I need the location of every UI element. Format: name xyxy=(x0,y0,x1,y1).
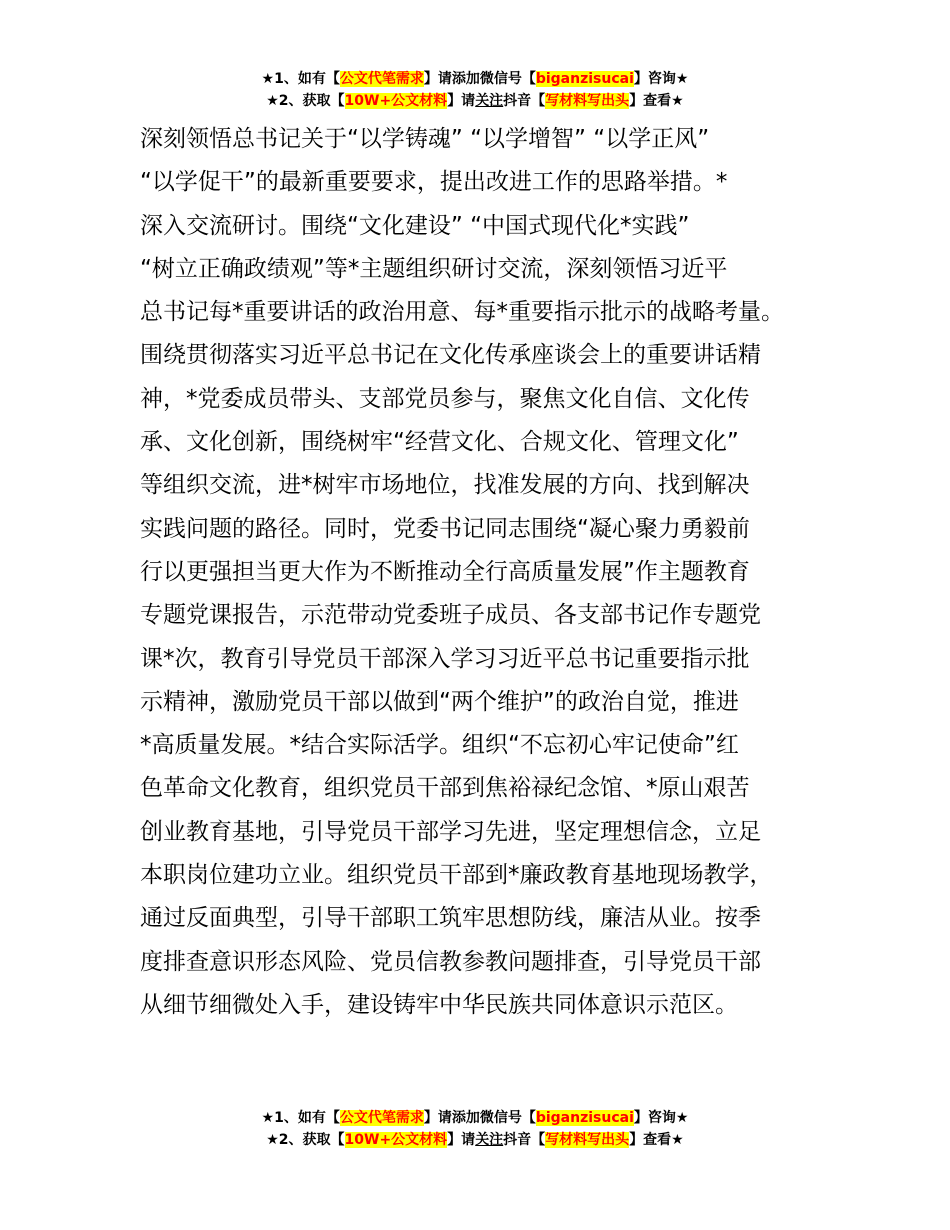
body-line: 通过反面典型，引导干部职工筑牢思想防线，廉洁从业。按季 xyxy=(140,905,761,932)
body-line: 围绕贯彻落实习近平总书记在文化传承座谈会上的重要讲话精 xyxy=(140,342,761,369)
header-line-1-prefix: ★1、如有【 xyxy=(261,71,340,87)
header-line-1 xyxy=(0,68,950,90)
body-line: 从细节细微处入手，建设铸牢中华民族共同体意识示范区。 xyxy=(140,991,738,1018)
header-highlight-service: 公文代笔需求 xyxy=(339,71,424,87)
header-line-2 xyxy=(0,90,950,112)
document-body xyxy=(140,118,840,1027)
footer-line-2 xyxy=(0,1129,950,1151)
footer-highlight-service: 公文代笔需求 xyxy=(339,1110,424,1126)
header-line-2-suffix: 】查看★ xyxy=(629,93,684,109)
footer-line-2-prefix: ★2、获取【 xyxy=(266,1132,345,1148)
body-line: 实践问题的路径。同时，党委书记同志围绕“凝心聚力勇毅前 xyxy=(140,515,750,542)
header-highlight-materials: 10W+公文材料 xyxy=(344,93,448,109)
footer-underlined-follow: 关注 xyxy=(475,1132,504,1148)
body-line: 深入交流研讨。围绕“文化建设” “中国式现代化*实践” xyxy=(140,212,690,239)
footer-line-2-after-underline: 抖音【 xyxy=(503,1132,546,1148)
body-line: 示精神，激励党员干部以做到“两个维护”的政治自觉，推进 xyxy=(140,688,739,715)
footer-highlight-douyin-account: 写材料写出头 xyxy=(545,1132,630,1148)
header-line-2-before-underline: 】请 xyxy=(447,93,476,109)
body-line: 神，*党委成员带头、支部党员参与，聚焦文化自信、文化传 xyxy=(140,385,750,412)
footer-highlight-wechat-id: biganzisucai xyxy=(535,1110,634,1126)
header-line-2-after-underline: 抖音【 xyxy=(503,93,546,109)
body-line: 创业教育基地，引导党员干部学习先进，坚定理想信念，立足 xyxy=(140,818,761,845)
header-banner xyxy=(0,68,950,112)
body-line: “树立正确政绩观”等*主题组织研讨交流，深刻领悟习近平 xyxy=(140,255,728,282)
footer-line-1-suffix: 】咨询★ xyxy=(633,1110,689,1126)
footer-line-1-prefix: ★1、如有【 xyxy=(261,1110,340,1126)
header-line-2-prefix: ★2、获取【 xyxy=(266,93,345,109)
body-line: 度排查意识形态风险、党员信教参教问题排查，引导党员干部 xyxy=(140,948,761,975)
header-underlined-follow: 关注 xyxy=(475,93,504,109)
body-line: 总书记每*重要讲话的政治用意、每*重要指示批示的战略考量。 xyxy=(140,299,784,326)
body-line: “以学促干”的最新重要要求，提出改进工作的思路举措。* xyxy=(140,169,728,196)
body-line: 等组织交流，进*树牢市场地位，找准发展的方向、找到解决 xyxy=(140,472,750,499)
footer-banner xyxy=(0,1107,950,1151)
body-line: *高质量发展。*结合实际活学。组织“不忘初心牢记使命”红 xyxy=(140,732,739,759)
footer-line-1 xyxy=(0,1107,950,1129)
body-line: 专题党课报告，示范带动党委班子成员、各支部书记作专题党 xyxy=(140,602,761,629)
body-line: 本职岗位建功立业。组织党员干部到*廉政教育基地现场教学， xyxy=(140,862,773,889)
footer-line-1-middle: 】请添加微信号【 xyxy=(423,1110,536,1126)
footer-line-2-before-underline: 】请 xyxy=(447,1132,476,1148)
body-line: 色革命文化教育，组织党员干部到焦裕禄纪念馆、*原山艰苦 xyxy=(140,775,750,802)
body-line: 深刻领悟总书记关于“以学铸魂” “以学增智” “以学正风” xyxy=(140,126,710,152)
header-line-1-suffix: 】咨询★ xyxy=(633,71,689,87)
footer-line-2-suffix: 】查看★ xyxy=(629,1132,684,1148)
header-highlight-wechat-id: biganzisucai xyxy=(535,71,634,87)
body-line: 承、文化创新，围绕树牢“经营文化、合规文化、管理文化” xyxy=(140,429,739,456)
footer-highlight-materials: 10W+公文材料 xyxy=(344,1132,448,1148)
header-highlight-douyin-account: 写材料写出头 xyxy=(545,93,630,109)
header-line-1-middle: 】请添加微信号【 xyxy=(423,71,536,87)
body-line: 行以更强担当更大作为不断推动全行高质量发展”作主题教育 xyxy=(140,558,750,585)
body-line: 课*次，教育引导党员干部深入学习习近平总书记重要指示批 xyxy=(140,645,750,672)
